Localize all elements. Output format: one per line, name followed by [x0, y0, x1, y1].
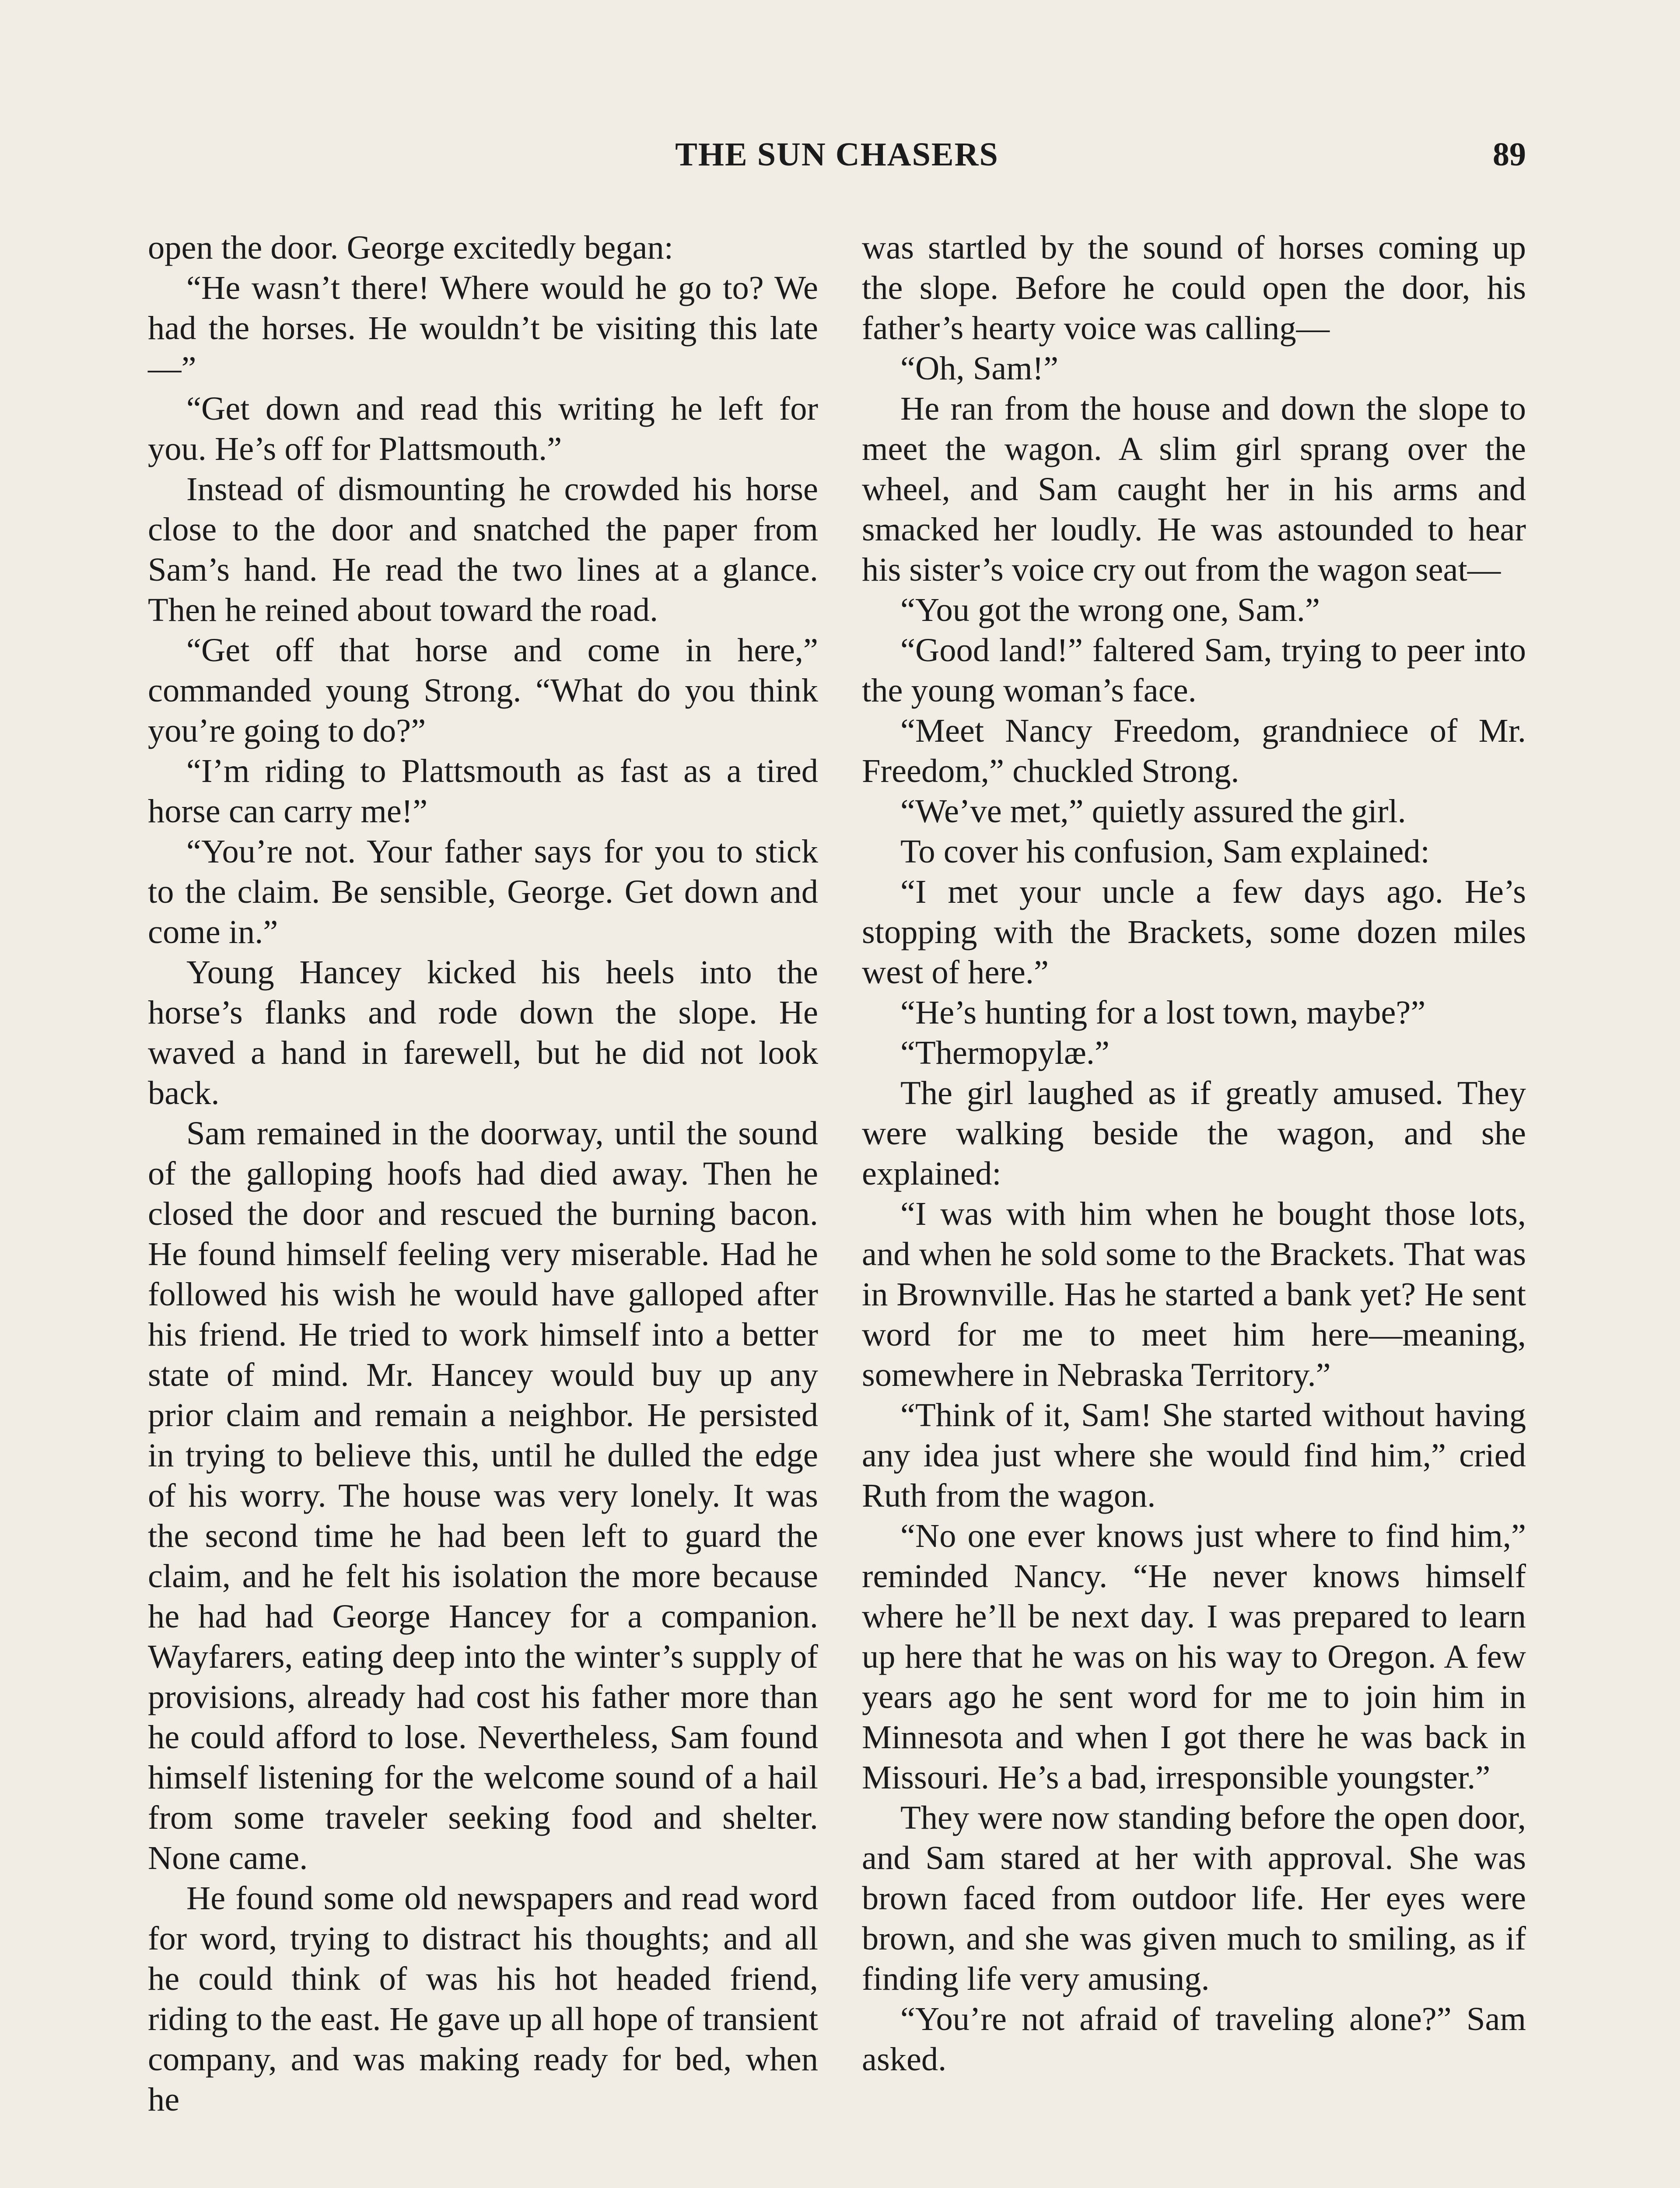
paragraph: “I’m riding to Plattsmouth as fast as a tired horse can carry me!” — [148, 752, 818, 830]
paragraph: “He wasn’t there! Where would he go to? We had the horses. He wouldn’t be visiting this late—” — [148, 269, 818, 387]
paragraph: “You got the wrong one, Sam.” — [900, 591, 1320, 628]
paragraph: They were now standing before the open door, and Sam stared at her with approval. She was brown faced from outdoor life. Her eyes were brown, and she was given much to smiling, as if finding life very amusing. — [862, 1799, 1526, 1997]
paragraph: “I met your uncle a few days ago. He’s stopping with the Brackets, some dozen miles west of here.” — [862, 873, 1526, 991]
running-title: THE SUN CHASERS — [675, 136, 999, 173]
page-header — [148, 136, 1526, 184]
paragraph: He ran from the house and down the slope to meet the wagon. A slim girl sprang over the wheel, and Sam caught her in his arms and smacked her loudly. He was astounded to hear his sister’s voice cry out from the wagon seat— — [862, 390, 1526, 588]
paragraph: The girl laughed as if greatly amused. They were walking beside the wagon, and she explained: — [862, 1074, 1526, 1192]
paragraph: “Oh, Sam!” — [900, 350, 1059, 387]
paragraph: He found some old newspapers and read word for word, trying to distract his thoughts; and all he could think of was his hot headed friend, riding to the east. He gave up all hope of transient company, and was making ready for bed, when he — [148, 1879, 818, 2118]
paragraph: “We’ve met,” quietly assured the girl. — [900, 792, 1406, 830]
paragraph: Young Hancey kicked his heels into the horse’s flanks and rode down the slope. He waved a hand in farewell, but he did not look back. — [148, 954, 818, 1112]
paragraph: open the door. George excitedly began: — [148, 229, 673, 266]
page-number: 89 — [1493, 136, 1526, 173]
paragraph: “He’s hunting for a lost town, maybe?” — [900, 994, 1426, 1031]
paragraph: “No one ever knows just where to find him,” reminded Nancy. “He never knows himself where he’ll be next day. I was prepared to learn up here that he was on his way to Oregon. A few years ago he sent word for me to join him in Minnesota and when I got there he was back in Missouri. He’s a bad, irresponsible youngster.” — [862, 1517, 1526, 1796]
paragraph: “I was with him when he bought those lots, and when he sold some to the Brackets. That was in Brownville. Has he started a bank yet? He sent word for me to meet him here—meaning, somewhere in Nebraska Territory.” — [862, 1195, 1526, 1393]
paragraph: “Thermopylæ.” — [900, 1034, 1110, 1071]
paragraph: “You’re not. Your father says for you to stick to the claim. Be sensible, George. Get down and come in.” — [148, 833, 818, 950]
paragraph: “Think of it, Sam! She started without having any idea just where she would find him,” cried Ruth from the wagon. — [862, 1396, 1526, 1514]
paragraph: Sam remained in the doorway, until the sound of the galloping hoofs had died away. Then he closed the door and rescued the burning bacon. He found himself feeling very miserable. Had he followed his wish he would have galloped after his friend. He tried to work himself into a better state of mind. Mr. Hancey would buy up any prior claim and remain a neighbor. He persisted in trying to believe this, until he dulled the edge of his worry. The house was very lonely. It was the second time he had been left to guard the claim, and he felt his isolation the more because he had had George Hancey for a companion. Wayfarers, eating deep into the winter’s supply of provisions, already had cost his father more than he could afford to lose. Nevertheless, Sam found himself listening for the welcome sound of a hail from some traveler seeking food and shelter. None came. — [148, 1115, 818, 1876]
paragraph: “Good land!” faltered Sam, trying to peer into the young woman’s face. — [862, 631, 1526, 709]
paragraph: To cover his confusion, Sam explained: — [900, 833, 1430, 870]
paragraph: Instead of dismounting he crowded his horse close to the door and snatched the paper from Sam’s hand. He read the two lines at a glance. Then he reined about toward the road. — [148, 470, 818, 628]
left-text-column — [148, 228, 818, 2120]
paragraph: was startled by the sound of horses coming up the slope. Before he could open the door, his father’s hearty voice was calling— — [862, 229, 1526, 347]
right-text-column — [862, 228, 1526, 2079]
paragraph: “Get down and read this writing he left for you. He’s off for Plattsmouth.” — [148, 390, 818, 467]
paragraph: “You’re not afraid of traveling alone?” Sam asked. — [862, 2000, 1526, 2078]
paragraph: “Meet Nancy Freedom, grandniece of Mr. Freedom,” chuckled Strong. — [862, 712, 1526, 789]
paragraph: “Get off that horse and come in here,” commanded young Strong. “What do you think you’re going to do?” — [148, 631, 818, 749]
